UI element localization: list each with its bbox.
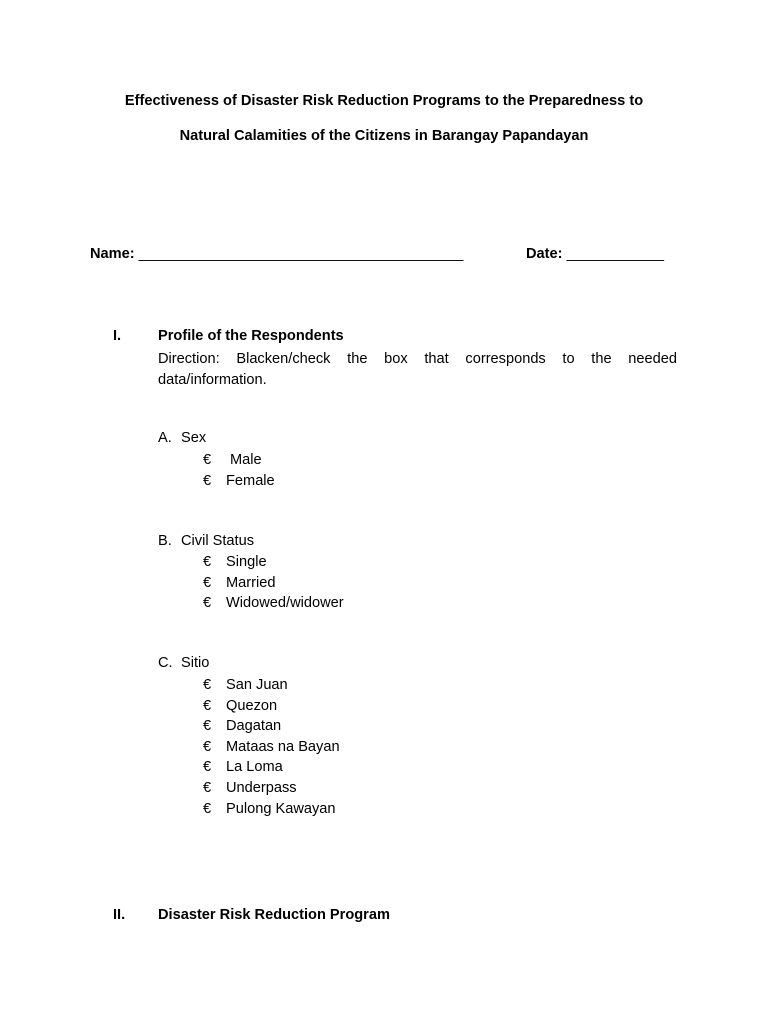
section-1-title: Profile of the Respondents bbox=[158, 328, 344, 344]
checkbox-icon[interactable]: € bbox=[203, 738, 212, 755]
sex-heading bbox=[158, 430, 206, 446]
checkbox-icon[interactable]: € bbox=[203, 697, 212, 714]
civil-status-heading bbox=[158, 533, 254, 549]
title-line-1: Effectiveness of Disaster Risk Reduction Programs to the Preparedness to bbox=[124, 93, 644, 109]
option-item[interactable] bbox=[203, 450, 275, 471]
option-item[interactable] bbox=[203, 716, 340, 737]
checkbox-icon[interactable]: € bbox=[203, 452, 212, 468]
option-label: Quezon bbox=[226, 697, 278, 714]
checkbox-icon[interactable]: € bbox=[203, 718, 212, 735]
date-label: Date: bbox=[526, 246, 563, 262]
option-label: Male bbox=[230, 452, 262, 468]
option-label: Underpass bbox=[226, 779, 297, 796]
section-1-number: I. bbox=[113, 328, 122, 344]
civil-status-label: Civil Status bbox=[181, 533, 254, 549]
option-item[interactable] bbox=[203, 593, 344, 614]
option-label: La Loma bbox=[226, 759, 283, 776]
option-item[interactable] bbox=[203, 552, 344, 573]
sex-label: Sex bbox=[181, 430, 207, 446]
checkbox-icon[interactable]: € bbox=[203, 554, 212, 570]
checkbox-icon[interactable]: € bbox=[203, 800, 212, 817]
civil-status-options bbox=[203, 552, 344, 614]
option-item[interactable] bbox=[203, 778, 340, 799]
option-item[interactable] bbox=[203, 675, 340, 696]
option-label: Married bbox=[226, 574, 276, 591]
direction-text: Direction: Blacken/check the box that corresponds to the needed data/information. bbox=[158, 351, 677, 388]
sex-options bbox=[203, 450, 275, 491]
option-item[interactable] bbox=[203, 757, 340, 778]
section-2-title: Disaster Risk Reduction Program bbox=[158, 907, 390, 923]
sex-letter: A. bbox=[158, 430, 172, 446]
name-field[interactable] bbox=[90, 246, 463, 262]
option-label: San Juan bbox=[226, 677, 288, 693]
option-item[interactable] bbox=[203, 737, 340, 758]
option-label: Dagatan bbox=[226, 718, 282, 735]
title-line-2: Natural Calamities of the Citizens in Barangay Papandayan bbox=[179, 128, 589, 144]
option-label: Single bbox=[226, 554, 267, 570]
sitio-letter: C. bbox=[158, 655, 173, 671]
civil-status-letter: B. bbox=[158, 533, 172, 549]
option-item[interactable] bbox=[203, 799, 340, 820]
option-label: Female bbox=[226, 472, 275, 489]
section-2-number: II. bbox=[113, 907, 126, 923]
name-blank-line[interactable]: ________________________________________ bbox=[138, 246, 464, 262]
checkbox-icon[interactable]: € bbox=[203, 779, 212, 796]
name-label: Name: bbox=[90, 246, 135, 262]
sitio-options bbox=[203, 675, 340, 819]
sitio-label: Sitio bbox=[181, 655, 210, 671]
option-item[interactable] bbox=[203, 573, 344, 594]
option-label: Mataas na Bayan bbox=[226, 738, 340, 755]
checkbox-icon[interactable]: € bbox=[203, 472, 212, 489]
option-label: Pulong Kawayan bbox=[226, 800, 336, 817]
checkbox-icon[interactable]: € bbox=[203, 677, 212, 693]
checkbox-icon[interactable]: € bbox=[203, 759, 212, 776]
sitio-heading bbox=[158, 655, 209, 671]
option-item[interactable] bbox=[203, 696, 340, 717]
option-label: Widowed/widower bbox=[226, 595, 344, 612]
checkbox-icon[interactable]: € bbox=[203, 595, 212, 612]
checkbox-icon[interactable]: € bbox=[203, 574, 212, 591]
option-item[interactable] bbox=[203, 471, 275, 492]
date-field[interactable] bbox=[526, 246, 664, 262]
date-blank-line[interactable]: ____________ bbox=[566, 246, 664, 262]
